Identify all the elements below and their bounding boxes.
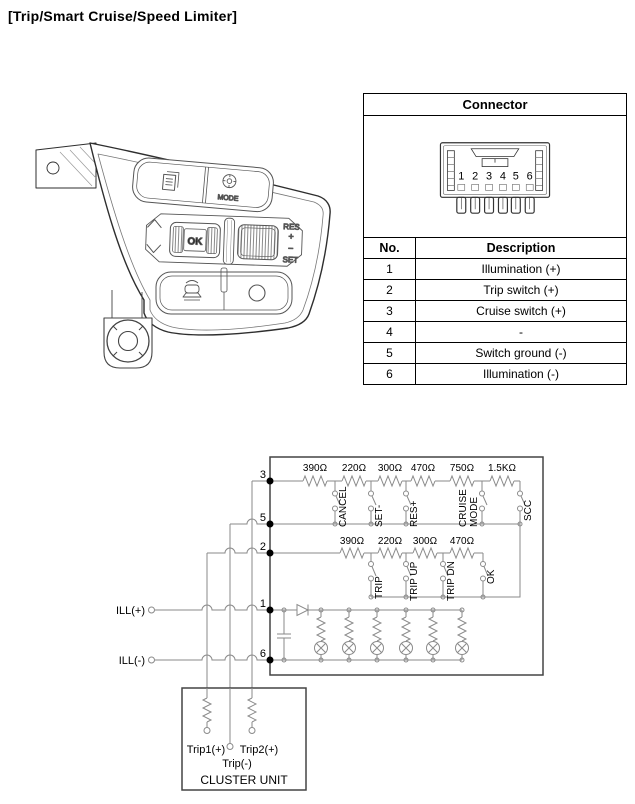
svg-text:470Ω: 470Ω	[410, 463, 436, 474]
switch-symbols	[369, 553, 489, 597]
minus-label: −	[287, 243, 294, 254]
svg-text:2: 2	[472, 170, 479, 183]
svg-text:390Ω: 390Ω	[302, 463, 328, 474]
scroll-wheel	[237, 225, 278, 260]
resistor	[303, 476, 327, 486]
svg-text:TRIP DN: TRIP DN	[446, 561, 457, 601]
col-header-description: Description	[416, 238, 627, 259]
trip-resistor-labels	[340, 536, 475, 547]
col-header-no: No.	[364, 238, 416, 259]
svg-text:220Ω: 220Ω	[377, 536, 403, 547]
svg-text:6: 6	[259, 648, 266, 660]
pullup-resistor	[203, 688, 211, 728]
resistor	[378, 476, 402, 486]
resistor	[490, 476, 514, 486]
table-row: 1 Illumination (+)	[364, 259, 626, 280]
trip2-label: Trip2(+)	[239, 744, 279, 756]
table-row: 5 Switch ground (-)	[364, 343, 626, 364]
resistor	[342, 476, 366, 486]
svg-text:5: 5	[512, 170, 519, 183]
terminal-labels	[116, 605, 288, 787]
svg-text:470Ω: 470Ω	[449, 536, 475, 547]
svg-text:MODE: MODE	[469, 497, 480, 527]
mounting-arm	[36, 143, 96, 188]
svg-text:CANCEL: CANCEL	[338, 486, 349, 527]
pin-description-table	[364, 238, 626, 384]
table-row: 2 Trip switch (+)	[364, 280, 626, 301]
svg-text:1.5KΩ: 1.5KΩ	[487, 463, 517, 474]
cluster-unit-label: CLUSTER UNIT	[200, 773, 288, 787]
trip-neg-label: Trip(-)	[222, 758, 252, 770]
external-wires	[149, 481, 271, 688]
middle-cluster	[145, 213, 303, 266]
trip-switch-labels	[374, 561, 497, 601]
svg-text:3: 3	[259, 469, 266, 481]
set-label: SET	[282, 255, 299, 265]
connector-table-title: Connector	[364, 94, 626, 116]
svg-text:6: 6	[526, 170, 533, 183]
table-row: 6 Illumination (-)	[364, 364, 626, 385]
svg-text:2: 2	[259, 541, 266, 553]
resistor	[340, 548, 364, 558]
res-label: RES	[283, 222, 300, 232]
led-branches	[315, 608, 469, 662]
plus-label: +	[288, 231, 294, 242]
pullup-resistor	[248, 688, 256, 728]
connector-drawing	[364, 116, 626, 238]
connector-table	[363, 93, 627, 385]
steering-wheel-switch-drawing	[25, 80, 340, 400]
svg-text:1: 1	[458, 170, 465, 183]
svg-text:220Ω: 220Ω	[341, 463, 367, 474]
page-title: [Trip/Smart Cruise/Speed Limiter]	[8, 8, 238, 24]
cruise-resistor-labels	[303, 463, 517, 474]
speed-limiter-icon	[249, 285, 265, 301]
cruise-switch-labels	[338, 486, 534, 527]
resistor	[413, 548, 437, 558]
cruise-switch-row	[270, 476, 525, 526]
svg-text:RES+: RES+	[409, 500, 420, 527]
capacitor	[277, 610, 291, 660]
resistor	[450, 548, 474, 558]
svg-text:4: 4	[499, 170, 506, 183]
svg-text:OK: OK	[486, 569, 497, 584]
pin-number-labels	[260, 469, 266, 660]
svg-text:TRIP: TRIP	[374, 576, 385, 599]
svg-text:300Ω: 300Ω	[412, 536, 438, 547]
svg-text:5: 5	[259, 512, 266, 524]
resistor	[450, 476, 474, 486]
resistor	[411, 476, 435, 486]
table-row: 4 -	[364, 322, 626, 343]
svg-text:CRUISE: CRUISE	[458, 489, 469, 527]
illumination-row	[270, 605, 469, 663]
center-post	[223, 218, 235, 264]
svg-text:1: 1	[259, 598, 266, 610]
svg-text:SET-: SET-	[374, 504, 385, 527]
switch-symbols	[333, 481, 526, 524]
ok-label: OK	[187, 236, 203, 248]
svg-text:SCC: SCC	[523, 499, 534, 521]
ill-minus-label: ILL(-)	[118, 655, 145, 667]
svg-text:390Ω: 390Ω	[339, 536, 365, 547]
svg-text:3: 3	[486, 170, 493, 183]
circuit-diagram	[95, 450, 555, 800]
ok-button	[169, 222, 220, 258]
svg-text:750Ω: 750Ω	[449, 463, 475, 474]
mode-label: MODE	[217, 194, 239, 203]
table-row: 3 Cruise switch (+)	[364, 301, 626, 322]
diode	[297, 605, 308, 616]
connector-legs	[457, 197, 534, 213]
svg-text:TRIP UP: TRIP UP	[409, 561, 420, 601]
ill-plus-label: ILL(+)	[115, 605, 145, 617]
resistor	[378, 548, 402, 558]
trip1-label: Trip1(+)	[186, 744, 226, 756]
svg-text:300Ω: 300Ω	[377, 463, 403, 474]
bottom-button-bar	[156, 268, 292, 314]
